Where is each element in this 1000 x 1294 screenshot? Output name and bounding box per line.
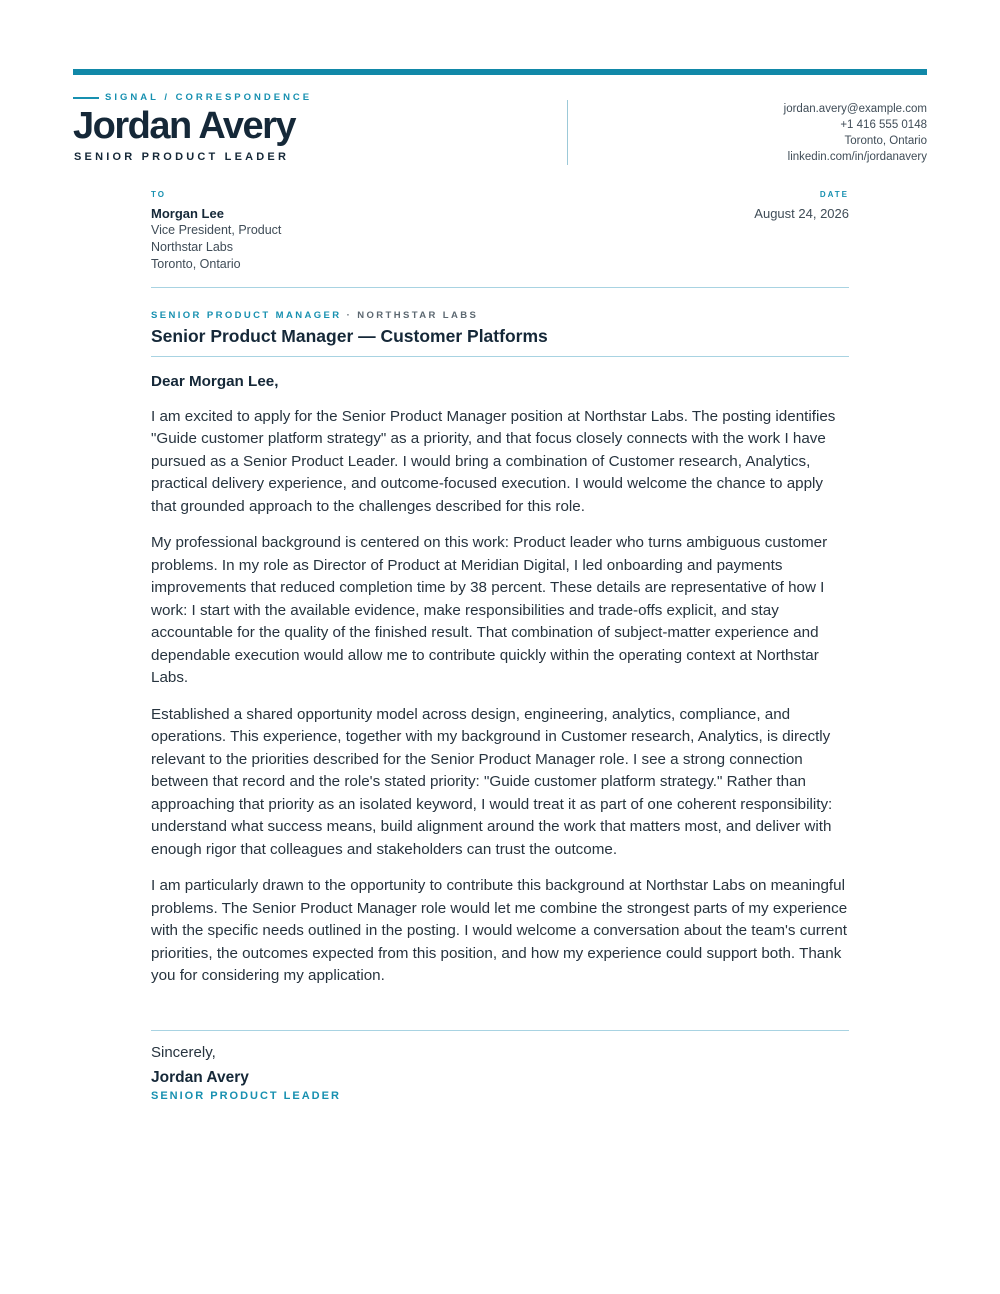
- subject-block: [151, 310, 849, 347]
- divider-before-closing: [151, 1030, 849, 1031]
- subject-separator: ·: [346, 310, 353, 321]
- contact-phone: +1 416 555 0148: [840, 119, 927, 131]
- header-divider: [567, 100, 568, 165]
- salutation: Dear Morgan Lee,: [151, 373, 279, 390]
- sender-role: SENIOR PRODUCT LEADER: [74, 151, 290, 163]
- signature-role: SENIOR PRODUCT LEADER: [151, 1090, 341, 1102]
- body-paragraph: My professional background is centered on this work: Product leader who turns ambiguous customer problems. In my role as Director of Product at Meridian Digital, I led onboarding and payments improvements that reduced completion time by 38 percent. These details are representative of how I work: I start with the available evidence, make responsibilities and trade-offs explicit, and stay accountable for the quality of the finished result. That combination of subject-matter experience and dependable execution would allow me to contribute quickly within the operating context at Northstar Labs.: [151, 534, 828, 686]
- body-paragraph: I am excited to apply for the Senior Product Manager position at Northstar Labs. The posting identifies "Guide customer platform strategy" as a priority, and that focus closely connects with the work I have pursued as a Senior Product Leader. I would bring a combination of Customer research, Analytics, practical delivery experience, and outcome-focused execution. I would welcome the chance to apply that grounded approach to the challenges described for this role.: [151, 407, 836, 515]
- body-paragraph: I am particularly drawn to the opportunity to contribute this background at Northstar Labs on meaningful problems. The Senior Product Manager role would let me combine the strongest parts of my experience with the specific needs outlined in the posting. I would welcome a conversation about the team's current priorities, the outcomes expected from this position, and how my experience could support both. Thank you for considering my application.: [151, 877, 848, 984]
- signature-name: Jordan Avery: [151, 1069, 249, 1086]
- letterhead: [73, 88, 927, 178]
- subject-kicker: [151, 310, 849, 321]
- subject-company: NORTHSTAR LABS: [357, 310, 479, 321]
- closing-block: [151, 1043, 849, 1102]
- valediction: Sincerely,: [151, 1044, 216, 1061]
- kicker-text: SIGNAL / CORRESPONDENCE: [105, 92, 313, 103]
- body-paragraph: Established a shared opportunity model across design, engineering, analytics, compliance, and operations. This experience, together with my background in Customer research, Analytics, is directly relevant to the priorities described for the Senior Product Manager role. I see a strong connection between that record and the role's stated priority: "Guide customer platform strategy." Rather than approaching that priority as an isolated keyword, I would treat it as part of one coherent responsibility: understand what success means, build alignment around the work that matters most, and deliver with enough rigor that colleagues and stakeholders can trust the outcome.: [151, 705, 833, 858]
- subject-title: Senior Product Manager — Customer Platforms: [151, 326, 548, 346]
- recipient-block: [151, 190, 281, 273]
- address-block: [151, 190, 849, 286]
- date-block: [754, 190, 849, 222]
- contact-email[interactable]: jordan.avery@example.com: [783, 103, 927, 115]
- sender-name: Jordan Avery: [73, 105, 296, 147]
- contact-location: Toronto, Ontario: [844, 135, 927, 147]
- subject-position: SENIOR PRODUCT MANAGER: [151, 310, 342, 321]
- date-label: DATE: [819, 190, 849, 199]
- recipient-title: Vice President, Product: [151, 223, 282, 237]
- divider-after-address: [151, 287, 849, 288]
- divider-after-subject: [151, 356, 849, 357]
- recipient-name: Morgan Lee: [151, 206, 224, 221]
- recipient-company: Northstar Labs: [151, 240, 233, 254]
- letter-date: August 24, 2026: [754, 206, 849, 221]
- recipient-label: TO: [151, 190, 166, 199]
- recipient-location: Toronto, Ontario: [151, 257, 241, 271]
- top-accent-rule: [73, 69, 927, 75]
- letter-body: [151, 371, 849, 1002]
- contact-linkedin[interactable]: linkedin.com/in/jordanavery: [787, 151, 927, 163]
- contact-block: [784, 101, 927, 165]
- letterhead-kicker: [73, 92, 312, 103]
- kicker-accent-line: [73, 97, 99, 99]
